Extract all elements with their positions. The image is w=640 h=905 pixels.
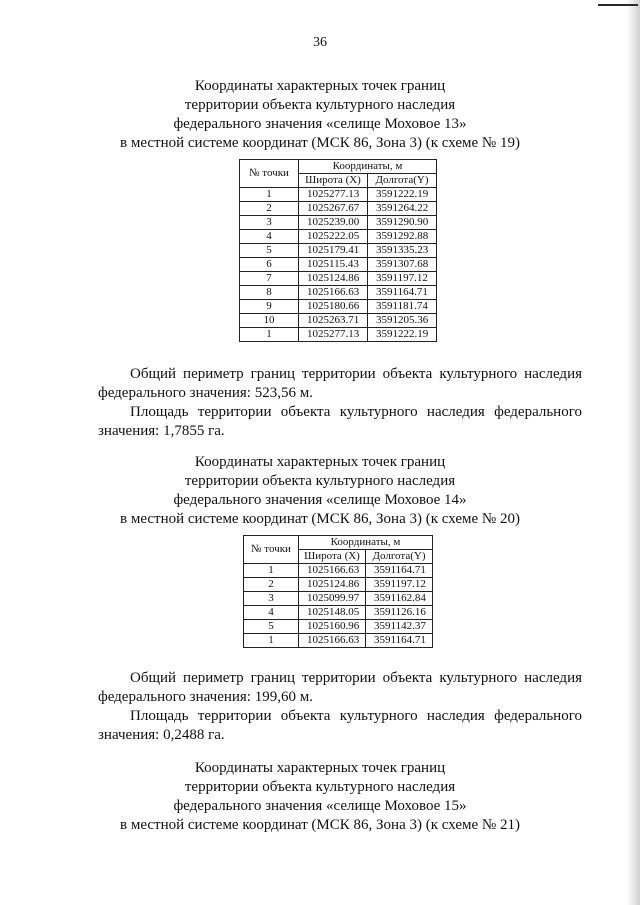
point-number-cell: 6: [240, 258, 299, 272]
area-text-2b: [98, 726, 582, 745]
point-number-cell: 4: [244, 606, 299, 620]
point-number-cell: 8: [240, 286, 299, 300]
perimeter-line: Общий периметр границ территории объекта культурного наследия: [130, 670, 582, 686]
longitude-cell: 3591292.88: [368, 230, 437, 244]
longitude-cell: 3591205.36: [368, 314, 437, 328]
latitude-cell: 1025222.05: [299, 230, 368, 244]
point-number-cell: 1: [240, 188, 299, 202]
longitude-cell: 3591222.19: [368, 328, 437, 342]
table-row: [240, 230, 437, 244]
heading-line: федерального значения «селище Моховое 14»: [173, 492, 467, 508]
table-row: [244, 634, 433, 648]
table-row: [240, 300, 437, 314]
heading-line: Координаты характерных точек границ: [194, 760, 446, 776]
point-number-cell: 2: [240, 202, 299, 216]
header-coordinates: Координаты, м: [299, 160, 437, 174]
latitude-cell: 1025179.41: [299, 244, 368, 258]
latitude-cell: 1025277.13: [299, 188, 368, 202]
longitude-cell: 3591307.68: [368, 258, 437, 272]
heading-line: Координаты характерных точек границ: [194, 78, 446, 94]
header-longitude: Долгота(Y): [366, 550, 433, 564]
longitude-cell: 3591290.90: [368, 216, 437, 230]
point-number-cell: 3: [244, 592, 299, 606]
area-text-2: [98, 707, 582, 726]
point-number-cell: 5: [244, 620, 299, 634]
heading-line: в местной системе координат (МСК 86, Зона 3) (к схеме № 20): [120, 511, 520, 527]
latitude-cell: 1025239.00: [299, 216, 368, 230]
longitude-cell: 3591142.37: [366, 620, 433, 634]
heading-line: федерального значения «селище Моховое 13»: [173, 116, 467, 132]
longitude-cell: 3591222.19: [368, 188, 437, 202]
perimeter-value: федерального значения: 199,60 м.: [98, 689, 313, 705]
header-point-number: № точки: [244, 536, 299, 564]
point-number-cell: 7: [240, 272, 299, 286]
latitude-cell: 1025263.71: [299, 314, 368, 328]
longitude-cell: 3591264.22: [368, 202, 437, 216]
heading-line: в местной системе координат (МСК 86, Зона 3) (к схеме № 21): [120, 817, 520, 833]
perimeter-text-2b: [98, 688, 582, 707]
heading-line: территории объекта культурного наследия: [184, 473, 456, 489]
page-number: 36: [313, 35, 327, 50]
point-number-cell: 9: [240, 300, 299, 314]
header-latitude: Широта (X): [299, 550, 366, 564]
latitude-cell: 1025099.97: [299, 592, 366, 606]
longitude-cell: 3591164.71: [366, 564, 433, 578]
point-number-cell: 5: [240, 244, 299, 258]
table-row: [240, 244, 437, 258]
longitude-cell: 3591335.23: [368, 244, 437, 258]
header-point-number: № точки: [240, 160, 299, 188]
latitude-cell: 1025166.63: [299, 564, 366, 578]
longitude-cell: 3591162.84: [366, 592, 433, 606]
header-longitude: Долгота(Y): [368, 174, 437, 188]
latitude-cell: 1025160.96: [299, 620, 366, 634]
table-row: [240, 272, 437, 286]
table-row: [240, 202, 437, 216]
table-row: [244, 564, 433, 578]
heading-line: территории объекта культурного наследия: [184, 97, 456, 113]
area-value: значения: 1,7855 га.: [98, 423, 225, 439]
perimeter-line: Общий периметр границ территории объекта культурного наследия: [130, 366, 582, 382]
table-row: [244, 578, 433, 592]
heading-line: федерального значения «селище Моховое 15»: [173, 798, 467, 814]
longitude-cell: 3591181.74: [368, 300, 437, 314]
table-row: [240, 258, 437, 272]
heading-line: Координаты характерных точек границ: [194, 454, 446, 470]
point-number-cell: 3: [240, 216, 299, 230]
perimeter-text-1b: [98, 384, 582, 403]
latitude-cell: 1025115.43: [299, 258, 368, 272]
heading-line: в местной системе координат (МСК 86, Зона 3) (к схеме № 19): [120, 135, 520, 151]
header-latitude: Широта (X): [299, 174, 368, 188]
table-row: [240, 286, 437, 300]
table-row: [244, 620, 433, 634]
section-heading-3: [0, 759, 640, 835]
latitude-cell: 1025124.86: [299, 578, 366, 592]
section-heading-1: [0, 77, 640, 153]
area-value: значения: 0,2488 га.: [98, 727, 225, 743]
latitude-cell: 1025180.66: [299, 300, 368, 314]
latitude-cell: 1025267.67: [299, 202, 368, 216]
latitude-cell: 1025166.63: [299, 634, 366, 648]
longitude-cell: 3591126.16: [366, 606, 433, 620]
longitude-cell: 3591164.71: [366, 634, 433, 648]
longitude-cell: 3591197.12: [366, 578, 433, 592]
coordinates-table-1: [239, 159, 437, 342]
heading-line: территории объекта культурного наследия: [184, 779, 456, 795]
header-coordinates: Координаты, м: [299, 536, 433, 550]
area-text-1b: [98, 422, 582, 441]
longitude-cell: 3591197.12: [368, 272, 437, 286]
table-row: [240, 314, 437, 328]
table-row: [240, 188, 437, 202]
table-row: [240, 216, 437, 230]
point-number-cell: 1: [244, 564, 299, 578]
coordinates-table-2: [243, 535, 433, 648]
latitude-cell: 1025166.63: [299, 286, 368, 300]
area-text-1: [98, 403, 582, 422]
area-line: Площадь территории объекта культурного наследия федерального: [130, 708, 582, 724]
point-number-cell: 4: [240, 230, 299, 244]
longitude-cell: 3591164.71: [368, 286, 437, 300]
section-heading-2: [0, 453, 640, 529]
perimeter-value: федерального значения: 523,56 м.: [98, 385, 313, 401]
perimeter-text-1: [98, 365, 582, 384]
latitude-cell: 1025277.13: [299, 328, 368, 342]
table-row: [244, 592, 433, 606]
point-number-cell: 1: [240, 328, 299, 342]
point-number-cell: 2: [244, 578, 299, 592]
latitude-cell: 1025124.86: [299, 272, 368, 286]
point-number-cell: 1: [244, 634, 299, 648]
area-line: Площадь территории объекта культурного наследия федерального: [130, 404, 582, 420]
table-row: [244, 606, 433, 620]
point-number-cell: 10: [240, 314, 299, 328]
scan-mark: [598, 4, 638, 6]
table-row: [240, 328, 437, 342]
perimeter-text-2: [98, 669, 582, 688]
latitude-cell: 1025148.05: [299, 606, 366, 620]
